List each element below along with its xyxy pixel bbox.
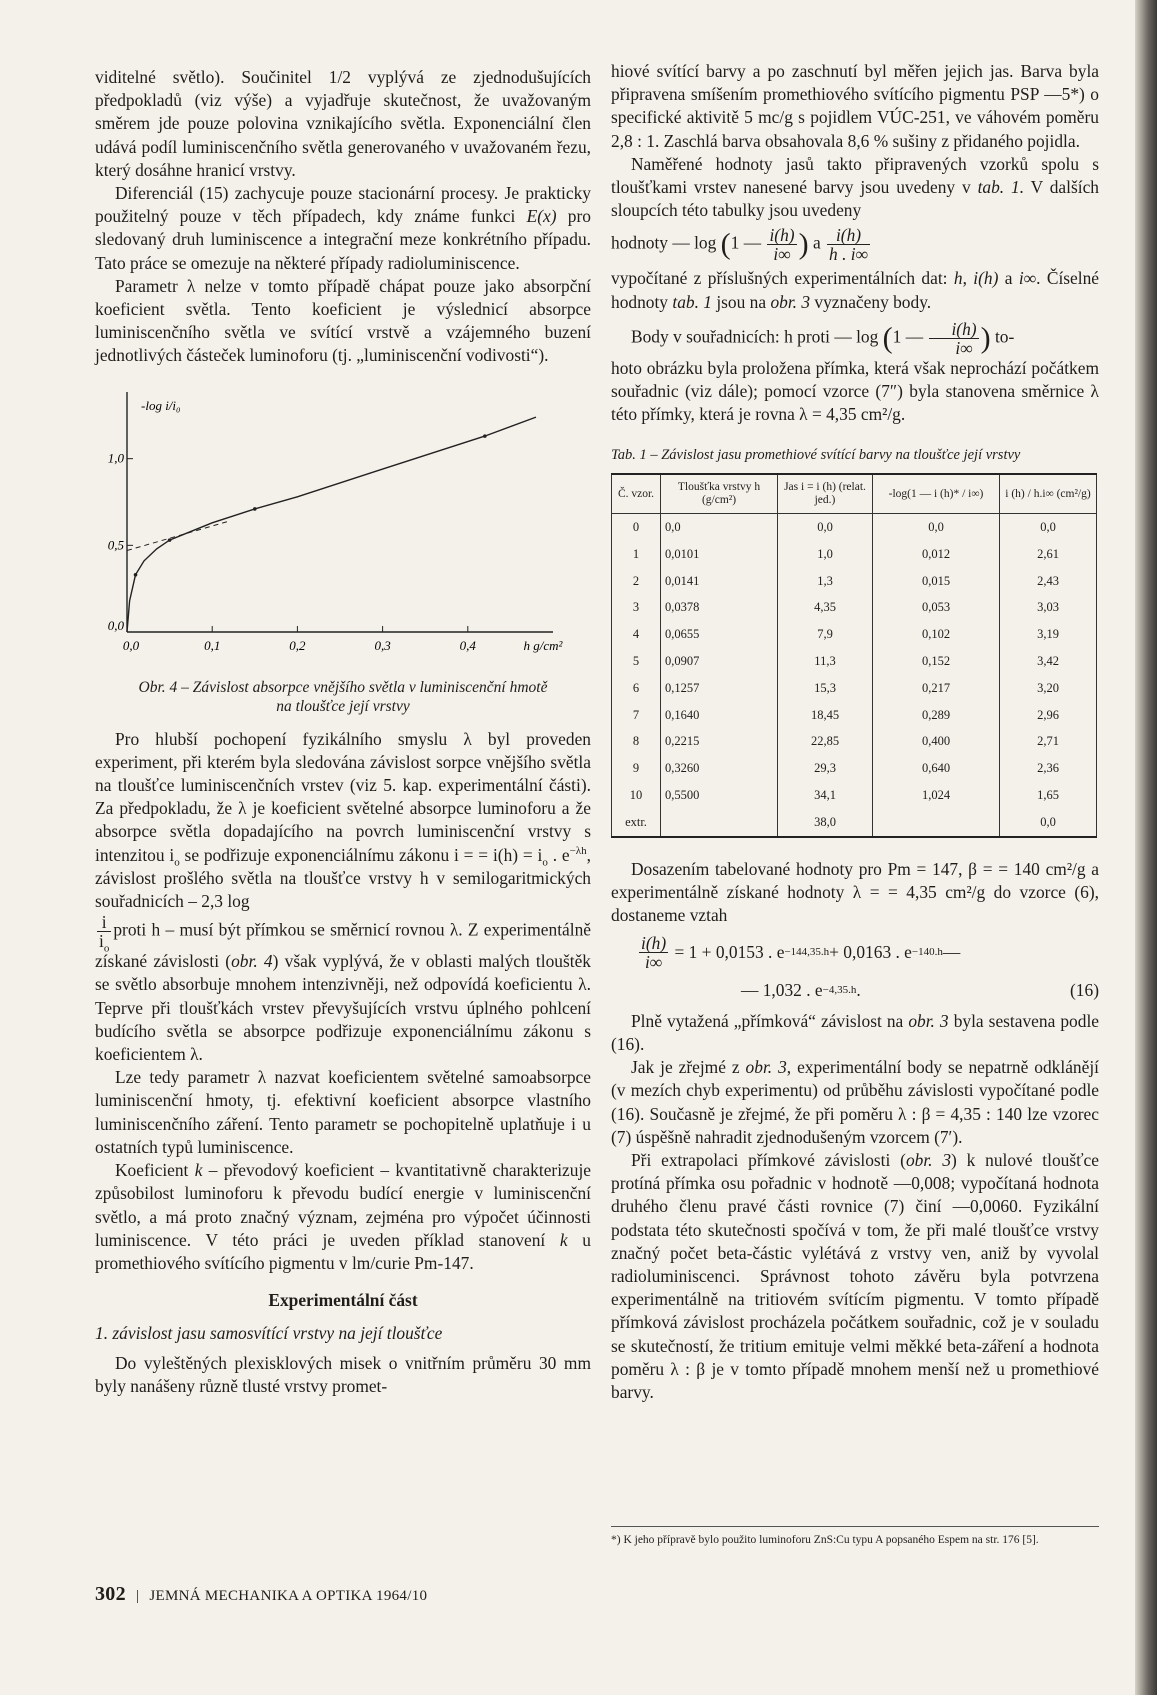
table-cell: 2,43 (1000, 568, 1097, 595)
data-point (253, 507, 257, 511)
table-cell: 38,0 (778, 809, 873, 837)
table-cell: 18,45 (778, 702, 873, 729)
paragraph: Při extrapolaci přímkové závislosti (obr. 3) k nulové tloušťce protíná přímka osu pořadnic v hodnotě —0,008; vypočítaná hodnota druhého členu pravé části rovnice (7) činí —0,0060. Fyzikální podstata této skutečnosti spočívá v tom, že při malé tloušťce vrstvy značný počet beta-částic vylétává z vrstvy ven, aniž by vyvolal radioluminiscenci. Správnost tohoto závěru byla potvrzena experimentálně na tritiovém svítícím pigmentu. V tomto případě přímková závislost procházela počátkem souřadnic, což je v souladu se skutečností, že tritium emituje velmi měkké beta-záření a hodnota poměru λ : β je v tomto případě mnohem menší než u promethiové barvy. (611, 1150, 1099, 1403)
table-cell: 1,024 (873, 782, 1000, 809)
table-cell: 0,0 (661, 514, 778, 541)
x-tick-label: 0,2 (289, 637, 306, 653)
table-cell: 34,1 (778, 782, 873, 809)
table-cell: 4,35 (778, 595, 873, 622)
table-cell: 0,015 (873, 568, 1000, 595)
page-footer (95, 1583, 427, 1606)
table-row (612, 809, 1097, 837)
table-cell: 2 (612, 568, 661, 595)
table-cell: 11,3 (778, 648, 873, 675)
table-cell: 3,42 (1000, 648, 1097, 675)
table-cell: 0,0 (1000, 809, 1097, 837)
journal-name: JEMNÁ MECHANIKA A OPTIKA 1964/10 (149, 1588, 428, 1604)
table-row (612, 648, 1097, 675)
data-curve (127, 417, 536, 632)
table-cell: 0,217 (873, 675, 1000, 702)
table-cell: 0,0655 (661, 622, 778, 649)
figure-caption: Obr. 4 – Závislost absorpce vnějšího světla v luminiscenční hmotě na tloušťce její vrstvy (138, 678, 548, 715)
equation-number: (16) (1070, 979, 1099, 1000)
table-cell: 0,053 (873, 595, 1000, 622)
paragraph: Parametr λ nelze v tomto případě chápat pouze jako absorpční koeficient světla. Tento koeficient je výslednicí absorpce luminiscenčního světla ve svítící vrstvě a vzájemného buzení jednotlivých částeček luminoforu (tj. „luminiscenční vodivosti“). (95, 275, 591, 366)
paragraph: Pro hlubší pochopení fyzikálního smyslu λ byl proveden experiment, při kterém byla sledována závislost sorpce vnějšího světla na tloušťce luminiscenčních vrstev (viz 5. kap. experimentální části). Za předpokladu, že λ je koeficient světelné absorpce luminoforu a že absorpce světla dopadajícího na povrch luminiscenční vrstvy s intenzitou $i_o$ se podřizuje exponenciálnímu zákonu i = = $i(h) = i_o$ . $e^{-\lambda h}$, závislost prošlého světla na tloušťce vrstvy h v semilogaritmických souřadnicích – 2,3 log (95, 728, 591, 912)
subsection-heading: 1. závislost jasu samosvítící vrstvy na její tloušťce (95, 1323, 443, 1344)
table-cell: 0 (612, 514, 661, 541)
table-cell: 0,0907 (661, 648, 778, 675)
paragraph: $\frac{i}{i_o}$ proti h – musí být přímkou se směrnicí rovnou λ. Z experimentálně získané závislosti (obr. 4) však vyplývá, že v oblasti malých tlouštěk se světlo absorbuje mnohem intenzivněji, než odpovídá koeficientu λ. Teprve při tloušťkách vrstev převyšujících vrstvu úplného pohlcení budícího světla se absorpce podřizuje exponenciálnímu zákonu s koeficientem λ. (95, 912, 592, 1065)
fraction: $\frac{i}{i_o}$ (99, 912, 110, 955)
x-tick-label: 0,0 (122, 637, 140, 653)
table-cell: 1,65 (1000, 782, 1097, 809)
table-header: -log(1 — i (h)* / i∞) (873, 474, 1000, 514)
data-point (168, 538, 172, 542)
equation-16-line2: — 1,032 . e −4,35.h . (16) (611, 979, 1099, 1002)
table-cell: 29,3 (778, 756, 873, 783)
table-header: Jas i = i (h) (relat. jed.) (778, 474, 873, 514)
table-cell: 0,102 (873, 622, 1000, 649)
footer-separator: | (135, 1588, 140, 1604)
table-cell: 3,20 (1000, 675, 1097, 702)
table-cell: 2,36 (1000, 756, 1097, 783)
extrapolation-line (127, 521, 229, 550)
table-cell: 0,0 (778, 514, 873, 541)
y-tick-label: 1,0 (107, 450, 124, 466)
x-tick-label: 0,4 (459, 637, 476, 653)
table-cell: 7,9 (778, 622, 873, 649)
table-cell (873, 809, 1000, 837)
table-cell: 0,1640 (661, 702, 778, 729)
table-cell: 0,0378 (661, 595, 778, 622)
paragraph: Do vyleštěných plexisklových misek o vnitřním průměru 30 mm byly nanášeny různě tlusté vrstvy promet- (95, 1352, 591, 1396)
table-1 (611, 473, 1097, 838)
table-cell: 0,0141 (661, 568, 778, 595)
table-cell: 0,2215 (661, 729, 778, 756)
table-caption: Tab. 1 – Závislost jasu promethiové svítící barvy na tloušťce její vrstvy (611, 447, 1021, 464)
paragraph: Plně vytažená „přímková“ závislost na obr. 3 byla sestavena podle (16). (611, 1010, 1099, 1055)
table-cell: 1,3 (778, 568, 873, 595)
table-cell: 10 (612, 782, 661, 809)
table-cell: 1 (612, 541, 661, 568)
table-row (612, 568, 1097, 595)
table-cell: 0,0101 (661, 541, 778, 568)
table-cell: 0,1257 (661, 675, 778, 702)
table-cell: 3,03 (1000, 595, 1097, 622)
table-cell: 3 (612, 595, 661, 622)
x-tick-label: 0,3 (374, 637, 391, 653)
table-cell: 8 (612, 729, 661, 756)
table-cell: extr. (612, 809, 661, 837)
table-cell: 7 (612, 702, 661, 729)
table-cell: 0,0 (1000, 514, 1097, 541)
table-cell: 0,289 (873, 702, 1000, 729)
chart-svg (95, 382, 591, 672)
table-cell: 1,0 (778, 541, 873, 568)
table-cell: 6 (612, 675, 661, 702)
table-cell: 2,61 (1000, 541, 1097, 568)
table-row (612, 622, 1097, 649)
table-cell: 0,152 (873, 648, 1000, 675)
table-row (612, 675, 1097, 702)
paragraph: Diferenciál (15) zachycuje pouze stacionární procesy. Je prakticky použitelný pouze v těch případech, kdy známe funkci E(x) pro sledovaný druh luminiscence a integrační meze konkrétního případu. Tato práce se omezuje na některé případy radioluminiscence. (95, 183, 591, 273)
data-point (483, 434, 487, 438)
table-row (612, 782, 1097, 809)
paragraph: Dosazením tabelované hodnoty pro Pm = 147, β = = 140 cm²/g a experimentálně získané hodnoty λ = = 4,35 cm²/g do vzorce (6), dostaneme vztah (611, 859, 1099, 926)
table-cell: 22,85 (778, 729, 873, 756)
table-cell: 2,71 (1000, 729, 1097, 756)
paragraph: Body v souřadnicích: h proti — log (1 — $\frac{i(h)}{i\infty}$ ) to- (631, 318, 1015, 358)
table-cell: 9 (612, 756, 661, 783)
footnote: *) K jeho přípravě bylo použito luminoforu ZnS:Cu typu A popsaného Espem na str. 176 [5]. (611, 1526, 1099, 1548)
y-tick-label: 0,0 (107, 617, 124, 633)
paragraph: Lze tedy parametr λ nazvat koeficientem světelné samoabsorpce luminiscenční hmoty, tj. efektivní koeficient absorpce vlastního luminiscenčního záření. Tento parametr se pochopitelně uplatňuje i u ostatních typů luminiscence. (95, 1067, 591, 1157)
table-row (612, 729, 1097, 756)
table-cell: 4 (612, 622, 661, 649)
paragraph: hiové svítící barvy a po zaschnutí byl měřen jejich jas. Barva byla připravena smíšením promethiového svítícího pigmentu PSP —5*) o specifické aktivitě 5 mc/g s pojidlem VÚC-251, ve váhovém poměru 2,8 : 1. Zaschlá barva obsahovala 8,6 % sušiny z přidaného pojidla. (611, 61, 1099, 151)
table-cell: 3,19 (1000, 622, 1097, 649)
table-cell: 2,96 (1000, 702, 1097, 729)
table-cell: 0,0 (873, 514, 1000, 541)
table-header: Tloušťka vrstvy h (g/cm²) (661, 474, 778, 514)
x-tick-label: 0,1 (204, 637, 221, 653)
table-cell: 5 (612, 648, 661, 675)
table-row (612, 756, 1097, 783)
figure-4-chart (95, 382, 591, 672)
table-cell: 15,3 (778, 675, 873, 702)
y-tick-label: 0,5 (107, 536, 124, 552)
table-row (612, 702, 1097, 729)
table-cell (661, 809, 778, 837)
paragraph: Naměřené hodnoty jasů takto připravených vzorků spolu s tloušťkami vrstev nanesené barvy jsou uvedeny v tab. 1. V dalších sloupcích této tabulky jsou uvedeny (611, 153, 1099, 221)
table-header-row (612, 474, 1097, 514)
table-cell: 0,012 (873, 541, 1000, 568)
page-binding-edge (1135, 0, 1157, 1695)
left-column (95, 66, 591, 1398)
table-header: i (h) / h.i∞ (cm²/g) (1000, 474, 1097, 514)
table-cell: 0,3260 (661, 756, 778, 783)
table-cell: 0,640 (873, 756, 1000, 783)
table-cell: 0,5500 (661, 782, 778, 809)
paragraph: Jak je zřejmé z obr. 3, experimentální body se nepatrně odklánějí (v mezích chyb experimentu) od průběhu závislosti vypočítané podle (16). Současně je zřejmé, že při poměru λ : β = 4,35 : 140 lze vzorec (7) úspěšně nahradit zjednodušeným vzorcem (7′). (611, 1057, 1100, 1147)
paragraph: viditelné světlo). Součinitel 1/2 vyplývá ze zjednodušujících předpokladů (viz výše) a vyjadřuje skutečnost, že uvažovaným směrem jde pouze polovina vznikajícího světla. Exponenciální člen udává podíl luminiscenčního světla generovaného v uvažovaném řezu, který dosáhne hranicí vrstvy. (95, 67, 591, 180)
paragraph: Koeficient k – převodový koeficient – kvantitativně charakterizuje způsobilost luminoforu k převodu budící energie v luminiscenční světlo, a má proto značný význam, zejména pro výpočet účinnosti luminiscence. V této práci je uveden příklad stanovení k u promethiového svítícího pigmentu v lm/curie Pm-147. (95, 1160, 592, 1273)
data-point (134, 573, 138, 577)
equation-16-line1: $\frac{i(h)}{i\infty}$ = 1 + 0,0153 . e −144,35.h + 0,0163 . e −140.h — (641, 932, 961, 972)
table-header: Č. vzor. (612, 474, 661, 514)
right-column (611, 60, 1099, 1404)
x-axis-label: h g/cm² (523, 637, 563, 653)
table-row (612, 514, 1097, 541)
table-cell: 0,400 (873, 729, 1000, 756)
table-row (612, 541, 1097, 568)
page-number: 302 (95, 1583, 126, 1605)
paragraph: hoto obrázku byla proložena přímka, která však neprochází počátkem souřadnic (viz dále); pomocí vzorce (7″) byla stanovena směrnice λ této přímky, která je rovna λ = 4,35 cm²/g. (611, 357, 1099, 425)
paragraph: hodnoty — log (1 — $\frac{i(h)}{i\infty}$ ) a $\frac{i(h)}{h . i\infty}$ (611, 225, 869, 265)
table-row (612, 595, 1097, 622)
y-axis-label: -log i/i₀ (141, 397, 181, 413)
section-heading: Experimentální část (268, 1290, 418, 1311)
paragraph: vypočítané z příslušných experimentálních dat: h, i(h) a i∞. Číselné hodnoty tab. 1 jsou na obr. 3 vyznačeny body. (611, 268, 1100, 312)
